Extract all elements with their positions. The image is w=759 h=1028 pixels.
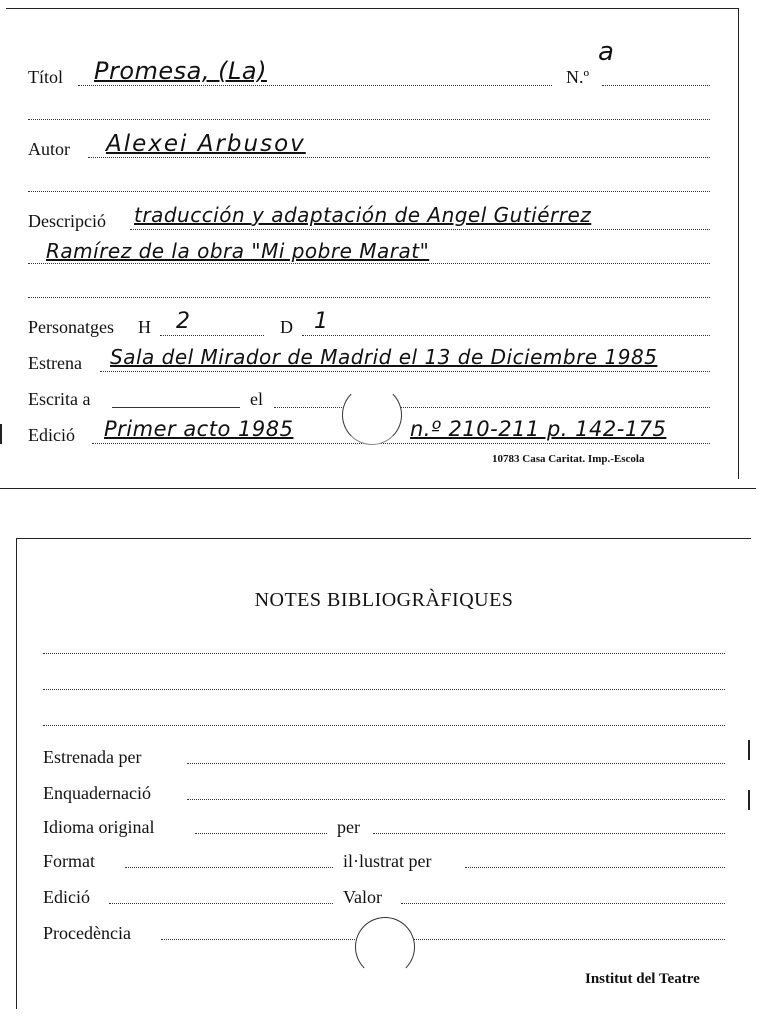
titol-value: Promesa, (La) xyxy=(94,57,267,85)
el-label: el xyxy=(250,389,263,409)
catalog-card-front xyxy=(6,8,739,479)
el-rule xyxy=(274,407,710,408)
catalog-card-back xyxy=(16,538,751,1009)
enquadernacio-label: Enquadernació xyxy=(43,783,151,803)
illustrat-label: il·lustrat per xyxy=(343,851,432,871)
autor-value: Alexei Arbusov xyxy=(106,131,306,157)
institut-imprint: Institut del Teatre xyxy=(585,971,700,987)
num-value: a xyxy=(598,37,615,67)
procedencia-rule xyxy=(161,939,725,940)
notes-rule-3 xyxy=(43,725,725,726)
descripcio-rule-3 xyxy=(28,297,710,298)
edicio-rule xyxy=(92,443,710,444)
personatges-label: Personatges xyxy=(28,317,114,337)
titol-label: Títol xyxy=(28,67,63,87)
punch-hole-back xyxy=(355,917,415,977)
descripcio-label: Descripció xyxy=(28,211,106,231)
illustrat-rule xyxy=(465,867,725,868)
valor-label: Valor xyxy=(343,887,382,907)
escrita-label: Escrita a xyxy=(28,389,91,409)
estrenada-rule xyxy=(187,763,725,764)
format-label: Format xyxy=(43,851,95,871)
card-front-bottom-edge xyxy=(0,488,756,489)
card-front-left-mark xyxy=(0,424,2,444)
per-label: per xyxy=(337,817,360,837)
enquadernacio-rule xyxy=(187,799,725,800)
valor-rule xyxy=(401,903,725,904)
notes-rule-1 xyxy=(43,653,725,654)
notes-rule-2 xyxy=(43,689,725,690)
format-rule xyxy=(125,867,333,868)
descripcio-line1: traducción y adaptación de Angel Gutiérrez xyxy=(134,203,592,227)
edicio-back-rule xyxy=(109,903,333,904)
descripcio-rule xyxy=(130,229,710,230)
edicio-label: Edició xyxy=(28,425,75,445)
estrena-label: Estrena xyxy=(28,353,82,373)
descripcio-rule-2 xyxy=(28,263,710,264)
edicio-value-2: n.º 210-211 p. 142-175 xyxy=(410,417,667,441)
punch-hole xyxy=(342,385,402,445)
estrena-value: Sala del Mirador de Madrid el 13 de Diciembre 1985 xyxy=(110,345,658,369)
h-rule xyxy=(160,335,264,336)
num-rule xyxy=(602,85,710,86)
printer-imprint: 10783 Casa Caritat. Imp.-Escola xyxy=(492,453,645,465)
escrita-rule xyxy=(112,407,240,408)
h-value: 2 xyxy=(176,309,191,334)
procedencia-label: Procedència xyxy=(43,923,131,943)
notes-title: NOTES BIBLIOGRÀFIQUES xyxy=(254,589,514,611)
titol-rule xyxy=(78,85,552,86)
d-rule xyxy=(302,335,710,336)
estrenada-label: Estrenada per xyxy=(43,747,142,767)
edicio-back-label: Edició xyxy=(43,887,90,907)
descripcio-line2: Ramírez de la obra "Mi pobre Marat" xyxy=(46,239,430,263)
autor-label: Autor xyxy=(28,139,70,159)
autor-rule xyxy=(88,157,710,158)
autor-rule-2 xyxy=(28,191,710,192)
edicio-value-1: Primer acto 1985 xyxy=(104,417,294,441)
titol-rule-2 xyxy=(28,119,710,120)
num-label: N.º xyxy=(566,67,590,87)
idioma-rule xyxy=(195,833,327,834)
h-label: H xyxy=(138,317,151,337)
card-back-right-mark-2 xyxy=(748,790,750,810)
d-label: D xyxy=(280,317,293,337)
estrena-rule xyxy=(100,371,710,372)
d-value: 1 xyxy=(314,309,329,334)
per-rule xyxy=(373,833,725,834)
card-back-right-mark xyxy=(748,740,750,760)
idioma-label: Idioma original xyxy=(43,817,155,837)
